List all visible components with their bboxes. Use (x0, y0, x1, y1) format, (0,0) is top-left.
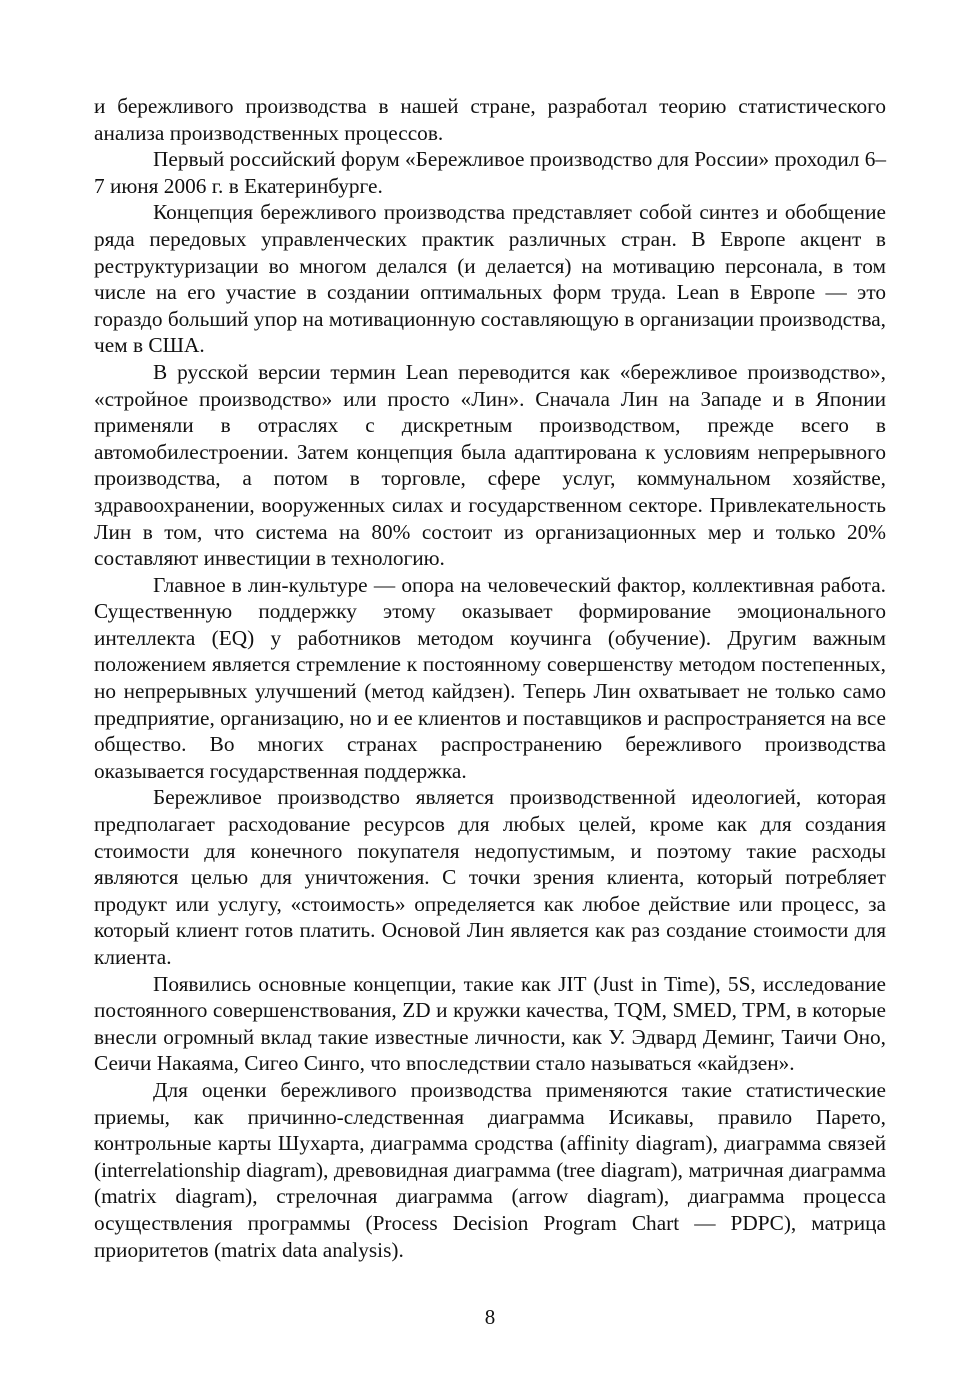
paragraph-forum: Первый российский форум «Бережливое производство для России» проходил 6–7 июня 2006 г. в Екатеринбурге. (94, 147, 886, 198)
paragraph-lean-culture: Главное в лин-культуре — опора на человеческий фактор, коллективная работа. Существенную поддержку этому оказывает формирование эмоционального интеллекта (EQ) у работников методом коучинга (обучение). Другим важным положением является стремление к постоянному совершенству методом постепенных, но непрерывных улучшений (метод кайдзен). Теперь Лин охватывает не только само предприятие, организацию, но и ее клиентов и поставщиков и распространяется на все общество. Во многих странах распространению бережливого производства оказывается государственная поддержка. (94, 572, 886, 783)
paragraph-ideology: Бережливое производство является производственной идеологией, которая предполагает расходование ресурсов для любых целей, кроме как для создания стоимости для конечного покупателя недопустимым, и поэтому такие расходы являются целью для уничтожения. С точки зрения клиента, который потребляет продукт или услугу, «стоимость» определяется как любое действие или процесс, за который клиент готов платить. Основой Лин является как раз создание стоимости для клиента. (94, 785, 886, 969)
paragraph-concept: Концепция бережливого производства представляет собой синтез и обобщение ряда передовых управленческих практик различных стран. В Европе акцент в реструктуризации во многом делался (и делается) на мотивацию персонала, в том числе на его участие в создании оптимальных форм труда. Lean в Европе — это гораздо больший упор на мотивационную составляющую в организации производства, чем в США. (94, 200, 886, 358)
paragraph-lean-term: В русской версии термин Lean переводится как «бережливое производство», «стройное производство» или просто «Лин». Сначала Лин на Западе и в Японии применяли в отраслях с дискретным производством, прежде всего в автомобилестроении. Затем концепция была адаптирована к условиям непрерывного производства, а потом в торговле, сфере услуг, коммунальном хозяйстве, здравоохранении, вооруженных силах и государственном секторе. Привлекательность Лин в том, что система на 80% состоит из организационных мер и только 20% составляют инвестиции в технологию. (94, 359, 886, 571)
paragraph-statistics: Для оценки бережливого производства применяются такие статистические приемы, как причинно-следственная диаграмма Исикавы, правило Парето, контрольные карты Шухарта, диаграмма сродства (affinity diagram), диаграмма связей (interrelationship diagram), древовидная диаграмма (tree diagram), матричная диаграмма (matrix diagram), стрелочная диаграмма (arrow diagram), диаграмма процесса осуществления программы (Process Decision Program Chart — PDPC), матрица приоритетов (matrix data analysis). (94, 1077, 886, 1262)
paragraph-concepts: Появились основные концепции, такие как JIT (Just in Time), 5S, исследование постоянного совершенствования, ZD и кружки качества, TQM, SMED, TPM, в которые внесли огромный вклад такие известные личности, как У. Эдвард Деминг, Таичи Оно, Сеичи Накаяма, Сигео Синго, что впоследствии стало называться «кайдзен». (94, 971, 886, 1076)
paragraph-continuation: и бережливого производства в нашей стране, разработал теорию статистического анализа производственных процессов. (94, 94, 886, 145)
page-number: 8 (484, 1305, 496, 1329)
page-body (94, 93, 886, 1263)
